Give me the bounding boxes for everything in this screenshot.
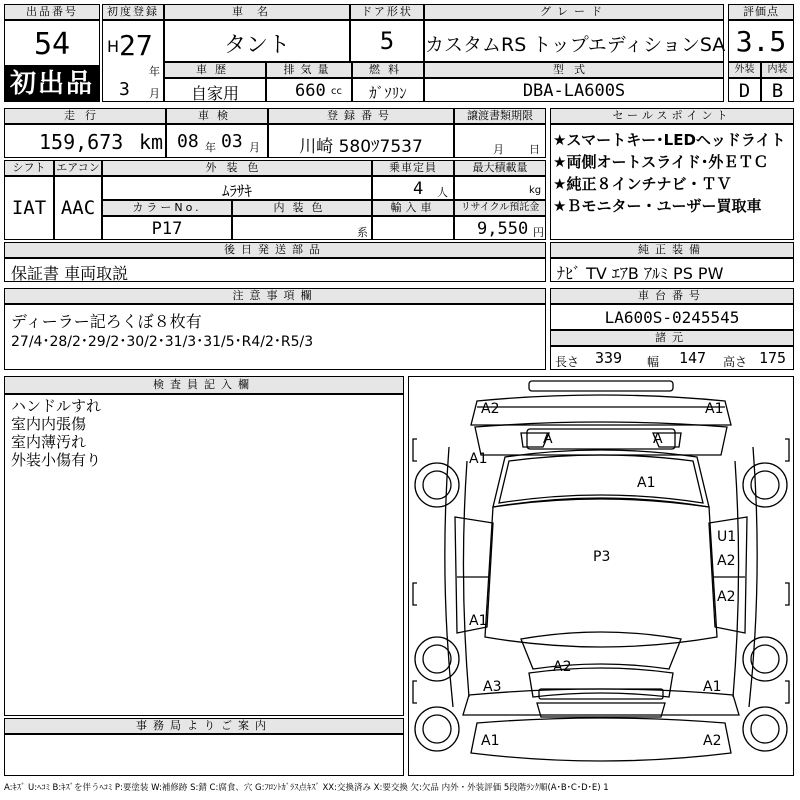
- capacity-label: 乗車定員: [372, 160, 454, 176]
- inspection-month-unit: 月: [249, 141, 260, 154]
- sales-point: ★純正８インチナビ・ＴＶ: [553, 175, 732, 193]
- office-label: 事務局よりご案内: [4, 718, 404, 734]
- inspector-line: 室内内張傷: [11, 415, 87, 433]
- capacity-cell: [372, 176, 454, 200]
- shift: IAT: [11, 197, 47, 219]
- interior-color-cell: [232, 216, 372, 240]
- color-label: 外装色: [102, 160, 372, 176]
- mileage-label: 走行: [4, 108, 166, 124]
- displacement: 660: [295, 81, 326, 101]
- car-diagram: [408, 376, 794, 776]
- load-label: 最大積載量: [454, 160, 546, 176]
- notes-cell: [4, 304, 546, 370]
- first-reg-cell: [102, 20, 164, 102]
- month-unit: 月: [149, 87, 160, 100]
- parts-label: 後日発送部品: [4, 242, 546, 258]
- width: 147: [679, 349, 707, 367]
- model: DBA-LA600S: [522, 81, 626, 101]
- lot-no-cell: [4, 20, 100, 66]
- inspector-line: 室内薄汚れ: [11, 433, 87, 451]
- damage-mark: U1: [717, 529, 737, 545]
- ac-label: エアコン: [54, 160, 102, 176]
- shift-cell: [4, 176, 54, 240]
- damage-mark: A2: [481, 401, 500, 417]
- interior-color-label: 内装色: [232, 200, 372, 216]
- inspector-cell: [4, 394, 404, 716]
- mileage-cell: [4, 124, 166, 158]
- interior-color-unit: 系: [357, 226, 368, 239]
- reg-no: 川崎 580ﾂ7537: [299, 137, 423, 157]
- import-cell: [372, 216, 454, 240]
- damage-mark: A2: [717, 553, 736, 569]
- first-listing-badge: 初出品: [4, 66, 100, 102]
- damage-mark: A: [653, 431, 663, 447]
- sales-point: ★スマートキー･LEDヘッドライト: [553, 131, 786, 149]
- damage-mark: A2: [553, 659, 572, 675]
- equipment-value: ﾅﾋﾞ TV ｴｱB ｱﾙﾐ PS PW: [557, 264, 724, 283]
- ac: AAC: [60, 197, 96, 219]
- inspector-line: ハンドルすれ: [11, 397, 102, 415]
- color-no-label: カラーNo.: [102, 200, 232, 216]
- transfer-label: 譲渡書類期限: [454, 108, 546, 124]
- model-label: 型式: [424, 62, 724, 78]
- score-label: 評価点: [728, 4, 794, 20]
- width-label: 幅: [647, 355, 660, 369]
- damage-mark: A1: [481, 733, 500, 749]
- grade-cell: [424, 20, 724, 62]
- score: 3.5: [735, 25, 787, 58]
- first-reg-label: 初度登録: [102, 4, 164, 20]
- recycle-fee: 9,550: [477, 219, 529, 239]
- recycle-label: リサイクル預託金: [454, 200, 546, 216]
- inspection-cell: [166, 124, 268, 158]
- displacement-cell: [266, 78, 352, 102]
- sales-point: ★Ｂモニター・ユーザー買取車: [553, 197, 762, 215]
- damage-mark: A1: [705, 401, 724, 417]
- history-cell: [164, 78, 266, 102]
- damage-mark: P3: [593, 549, 611, 565]
- inspector-line: 外装小傷有り: [11, 451, 102, 469]
- history: 自家用: [190, 84, 239, 103]
- inspection-month: 03: [221, 131, 243, 152]
- score-cell: [728, 20, 794, 62]
- interior-grade: B: [771, 80, 784, 102]
- mileage: 159,673: [39, 130, 124, 154]
- era: H: [107, 37, 120, 56]
- damage-mark: A1: [637, 475, 656, 491]
- fuel: ｶﾞｿﾘﾝ: [369, 84, 407, 102]
- office-cell: [4, 734, 404, 776]
- chassis-cell: [550, 304, 794, 330]
- sales-point: ★両側オートスライド･外ＥＴＣ: [553, 153, 769, 171]
- mileage-unit: km: [139, 130, 164, 154]
- color-no-cell: [102, 216, 232, 240]
- recycle-unit: 円: [533, 226, 544, 239]
- inspection-year: 08: [177, 131, 199, 152]
- load-unit: kg: [529, 185, 542, 196]
- legend: A:ｷｽﾞ U:ﾍｺﾐ B:ｷｽﾞを伴うﾍｺﾐ P:要塗装 W:補修跡 S:錆 C:腐食、穴 G:ﾌﾛﾝﾄｶﾞﾗｽ点ｷｽﾞ XX:交換済み X:要交換 欠:欠品 内外・外装評価 5段階ﾗﾝｸ順(A･B･C･D･E) 1: [4, 783, 609, 793]
- recycle-cell: [454, 216, 546, 240]
- fuel-cell: [352, 78, 424, 102]
- car-name: タント: [223, 33, 290, 58]
- shift-label: シフト: [4, 160, 54, 176]
- fuel-label: 燃料: [352, 62, 424, 78]
- model-cell: [424, 78, 724, 102]
- grade-label: グレード: [424, 4, 724, 20]
- transfer-cell: [454, 124, 546, 158]
- length-label: 長さ: [555, 355, 580, 369]
- door-cell: [350, 20, 424, 62]
- notes-line: ディーラー記ろくぼ８枚有: [11, 312, 202, 331]
- transfer-month-unit: 月: [493, 143, 504, 156]
- color-cell: [102, 176, 372, 200]
- lot-no-label: 出品番号: [4, 4, 100, 20]
- inspection-year-unit: 年: [205, 141, 216, 154]
- displacement-unit: cc: [331, 86, 342, 97]
- load-cell: [454, 176, 546, 200]
- equipment-cell: [550, 258, 794, 282]
- interior-label: 内装: [761, 62, 794, 78]
- chassis-label: 車台番号: [550, 288, 794, 304]
- capacity: 4: [413, 179, 424, 199]
- transfer-day-unit: 日: [529, 143, 540, 156]
- damage-mark: A2: [717, 589, 736, 605]
- damage-mark: A1: [469, 613, 488, 629]
- ac-cell: [54, 176, 102, 240]
- damage-mark: A1: [703, 679, 722, 695]
- first-reg-month: 3: [119, 79, 130, 100]
- notes-line: 27/4･28/2･29/2･30/2･31/3･31/5･R4/2･R5/3: [11, 334, 314, 350]
- equipment-label: 純正装備: [550, 242, 794, 258]
- exterior-grade: D: [738, 80, 751, 102]
- dims-label: 諸元: [550, 330, 794, 346]
- lot-no: 54: [33, 27, 71, 62]
- door-label: ドア形状: [350, 4, 424, 20]
- height-label: 高さ: [723, 355, 748, 369]
- doors: 5: [379, 27, 395, 55]
- parts-cell: [4, 258, 546, 282]
- color-no: P17: [151, 219, 183, 239]
- reg-no-label: 登録番号: [268, 108, 454, 124]
- exterior-label: 外装: [728, 62, 761, 78]
- damage-mark: A2: [703, 733, 722, 749]
- length: 339: [595, 349, 623, 367]
- damage-mark: A1: [469, 451, 488, 467]
- color: ﾑﾗｻｷ: [221, 182, 252, 200]
- grade: カスタムRS トップエディションSA: [425, 34, 726, 56]
- sales-cell: [550, 124, 794, 240]
- damage-mark: A: [543, 431, 553, 447]
- inspector-label: 検査員記入欄: [4, 376, 404, 394]
- car-name-label: 車名: [164, 4, 350, 20]
- reg-no-cell: [268, 124, 454, 158]
- car-diagram-svg: [409, 377, 793, 775]
- displacement-label: 排気量: [266, 62, 352, 78]
- interior-cell: [761, 78, 794, 102]
- inspection-label: 車検: [166, 108, 268, 124]
- history-label: 車歴: [164, 62, 266, 78]
- car-name-cell: [164, 20, 350, 62]
- sales-label: セールスポイント: [550, 108, 794, 124]
- dims-cell: [550, 346, 794, 370]
- damage-mark: A3: [483, 679, 502, 695]
- exterior-cell: [728, 78, 761, 102]
- notes-label: 注意事項欄: [4, 288, 546, 304]
- capacity-unit: 人: [437, 186, 448, 199]
- chassis-no: LA600S-0245545: [604, 308, 740, 327]
- import-label: 輸入車: [372, 200, 454, 216]
- year-unit: 年: [149, 65, 160, 78]
- parts-value: 保証書 車両取説: [11, 264, 129, 283]
- first-reg-year: 27: [119, 29, 153, 62]
- height: 175: [759, 349, 787, 367]
